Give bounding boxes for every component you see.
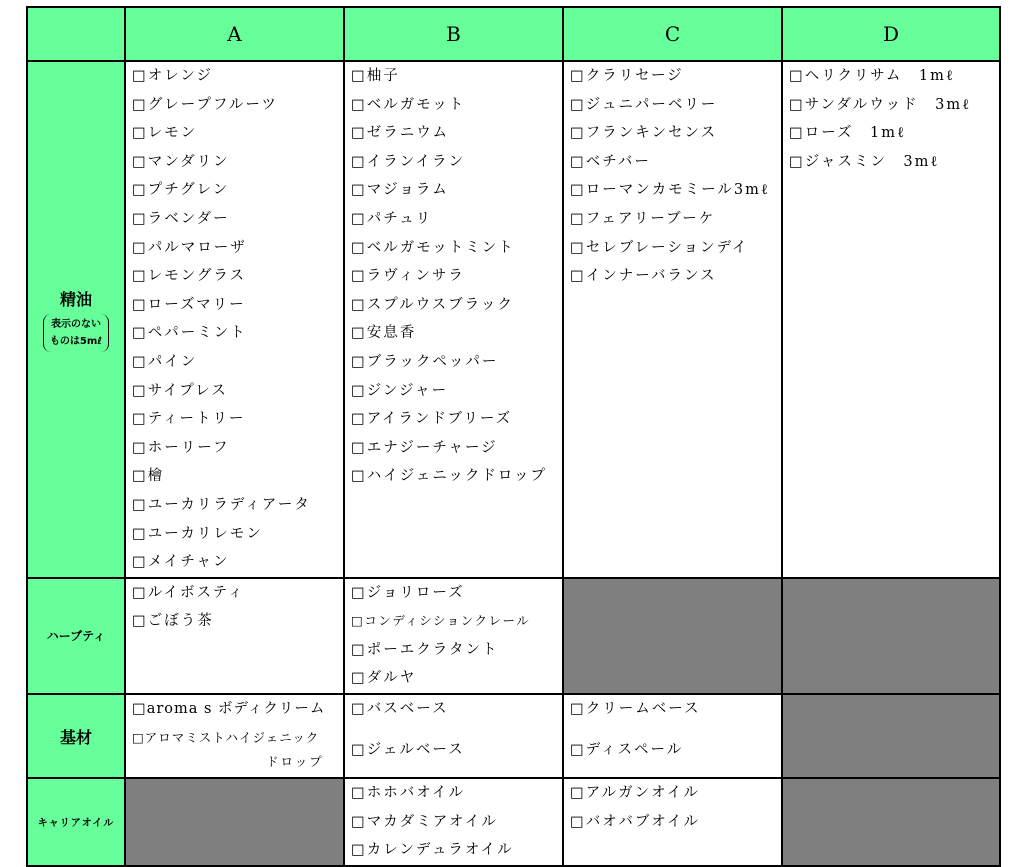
check-item[interactable]: □ジョリローズ (351, 584, 465, 601)
row-header-herb-tea (27, 578, 125, 694)
check-item[interactable]: □ホーリーフ (132, 439, 230, 456)
check-item[interactable]: □カレンデュラオイル (351, 842, 514, 859)
check-item[interactable]: □プチグレン (132, 182, 230, 199)
product-order-sheet (26, 6, 1001, 867)
check-item[interactable]: □マカダミアオイル (351, 813, 498, 830)
cell-carrier-c (563, 778, 782, 866)
row-title: キャリアオイル (37, 818, 115, 830)
base-row (27, 694, 1000, 778)
cell-base-b (344, 694, 563, 778)
empty-cell (782, 694, 1000, 778)
check-item[interactable]: □ダルヤ (351, 670, 417, 687)
cell-essential-oil-a (125, 61, 344, 578)
check-item[interactable]: □フランキンセンス (570, 125, 718, 142)
header-row (27, 7, 1000, 61)
check-item[interactable]: □ローマンカモミール3mℓ (570, 182, 770, 199)
check-item[interactable]: □檜 (132, 468, 165, 485)
check-item[interactable]: □サンダルウッド 3mℓ (789, 96, 972, 113)
check-item[interactable]: □ディスペール (570, 741, 684, 758)
check-item[interactable]: □スプルウスブラック (351, 296, 514, 313)
check-item[interactable]: □メイチャン (132, 554, 230, 571)
cell-essential-oil-d (782, 61, 1000, 578)
check-item[interactable]: □ヘリクリサム 1mℓ (789, 68, 955, 84)
check-item[interactable]: □セレブレーションデイ (570, 239, 749, 256)
check-item[interactable]: □ルイボスティ (132, 584, 245, 601)
check-item[interactable]: □ゼラニウム (351, 125, 450, 142)
check-item[interactable]: □グレープフルーツ (132, 96, 278, 113)
check-item[interactable]: □ラヴィンサラ (351, 268, 465, 285)
check-item[interactable]: □エナジーチャージ (351, 439, 498, 456)
check-item[interactable]: □ホホバオイル (351, 785, 465, 802)
check-item[interactable]: □マジョラム (351, 182, 449, 199)
column-header-a: A (125, 7, 344, 61)
cell-base-c (563, 694, 782, 778)
check-item[interactable]: □ごぼう茶 (132, 613, 214, 630)
check-item[interactable]: □ユーカリラディアータ (132, 496, 311, 513)
cell-essential-oil-c (563, 61, 782, 578)
size-note (43, 314, 109, 352)
carrier-oil-row (27, 778, 1000, 866)
row-title: 精油 (59, 289, 92, 309)
cell-herb-tea-b (344, 578, 563, 694)
check-item[interactable]: □レモングラス (132, 268, 246, 285)
check-item-continued: ドロップ (266, 754, 324, 770)
check-item[interactable]: □アイランドブリーズ (351, 411, 513, 428)
check-item[interactable]: □オレンジ (132, 68, 213, 84)
column-header-c: C (563, 7, 782, 61)
check-item[interactable]: □クラリセージ (570, 68, 684, 84)
check-item[interactable]: □サイプレス (132, 382, 228, 399)
cell-base-a (125, 694, 344, 778)
cell-herb-tea-a (125, 578, 344, 694)
check-item[interactable]: □アロマミストハイジェニック (132, 729, 320, 745)
check-item[interactable]: □バスベース (351, 701, 449, 718)
check-item[interactable]: □ラベンダー (132, 210, 230, 227)
herb-tea-row (27, 578, 1000, 694)
check-item[interactable]: □パルマローザ (132, 239, 247, 256)
check-item[interactable]: □ペパーミント (132, 325, 247, 342)
check-item[interactable]: □パチュリ (351, 210, 433, 227)
check-item[interactable]: □ベチバー (570, 153, 651, 170)
empty-cell (782, 778, 1000, 866)
check-item[interactable]: □ジェルベース (351, 741, 465, 758)
size-note-line1: 表示のない (50, 318, 101, 330)
check-item[interactable]: □インナーバランス (570, 268, 717, 285)
row-header-carrier-oil (27, 778, 125, 866)
cell-carrier-b (344, 778, 563, 866)
size-note-line2: ものは5mℓ (49, 335, 103, 347)
check-item[interactable]: □ベルガモットミント (351, 239, 515, 256)
empty-cell (782, 578, 1000, 694)
row-title: ハーブティ (46, 629, 106, 644)
check-item[interactable]: □コンディシションクレール (351, 613, 531, 629)
check-item[interactable]: □ティートリー (132, 411, 246, 428)
check-item[interactable]: □イランイラン (351, 153, 465, 170)
row-header-base (27, 694, 125, 778)
check-item[interactable]: □ジャスミン 3mℓ (789, 153, 940, 170)
check-item[interactable]: □ジンジャー (351, 382, 449, 399)
check-item[interactable]: □ローズマリー (132, 296, 246, 313)
column-header-b: B (344, 7, 563, 61)
check-item[interactable]: □柚子 (351, 68, 400, 84)
check-item[interactable]: □バオバブオイル (570, 813, 701, 830)
check-item[interactable]: □aroma s ボディクリーム (132, 701, 326, 718)
check-item[interactable]: □マンダリン (132, 153, 230, 170)
essential-oil-row (27, 61, 1000, 578)
column-header-d: D (782, 7, 1000, 61)
check-item[interactable]: □レモン (132, 125, 198, 142)
check-item[interactable]: □ベルガモット (351, 96, 466, 113)
check-item[interactable]: □パイン (132, 353, 198, 370)
cell-essential-oil-b (344, 61, 563, 578)
empty-cell (563, 578, 782, 694)
check-item[interactable]: □ローズ 1mℓ (789, 125, 906, 142)
check-item[interactable]: □ユーカリレモン (132, 525, 263, 542)
check-item[interactable]: □ジュニパーベリー (570, 96, 718, 113)
check-item[interactable]: □クリームベース (570, 701, 701, 718)
row-title: 基材 (59, 727, 92, 747)
corner-cell (27, 7, 125, 61)
check-item[interactable]: □ポーエクラタント (351, 641, 499, 658)
check-item[interactable]: □ブラックペッパー (351, 353, 499, 370)
check-item[interactable]: □アルガンオイル (570, 785, 700, 802)
row-header-essential-oil (27, 61, 125, 578)
check-item[interactable]: □安息香 (351, 325, 417, 342)
check-item[interactable]: □フェアリーブーケ (570, 210, 716, 227)
empty-cell (125, 778, 344, 866)
check-item[interactable]: □ハイジェニックドロップ (351, 468, 548, 485)
